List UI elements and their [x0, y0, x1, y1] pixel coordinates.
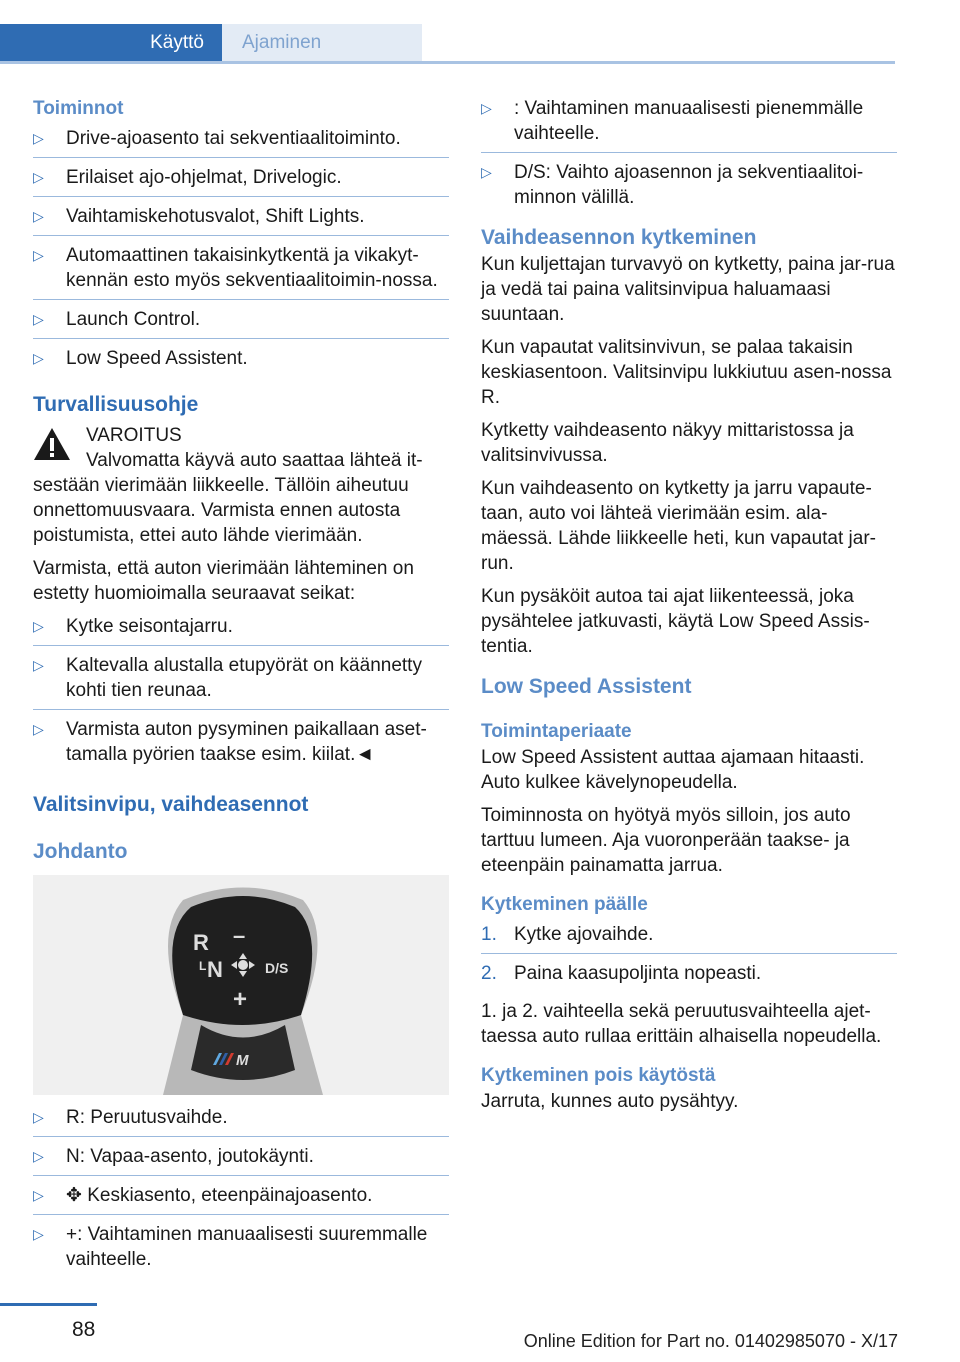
- list-item: ▷ Kytke seisontajarru.: [33, 614, 449, 646]
- list-item: 2. Paina kaasupoljinta nopeasti.: [481, 963, 762, 984]
- paragraph: Jarruta, kunnes auto pysähtyy.: [481, 1091, 739, 1112]
- triangle-bullet-icon: ▷: [481, 164, 492, 180]
- gear-selector-image: [33, 875, 449, 1095]
- paalle-list: [481, 922, 897, 992]
- triangle-bullet-icon: ▷: [33, 1187, 44, 1203]
- paragraph: Low Speed Assistent auttaa ajamaan hitaasti. Auto kulkee kävelynopeudella.: [481, 747, 865, 793]
- heading-kytkeminen-pois: Kytkeminen pois käytöstä: [481, 1065, 716, 1086]
- paragraph: Kytketty vaihdeasento näkyy mittaristossa ja valitsinvivussa.: [481, 420, 854, 466]
- m-logo-text: M: [236, 1052, 249, 1069]
- heading-johdanto: Johdanto: [33, 840, 128, 863]
- warning-title: VAROITUS: [86, 425, 182, 446]
- warning-list: [33, 614, 449, 773]
- triangle-bullet-icon: ▷: [33, 657, 44, 673]
- tab-ajaminen-label: Ajaminen: [242, 32, 322, 53]
- list-item: ▷ R: Peruutusvaihde.: [33, 1105, 449, 1137]
- list-item: ▷ +: Vaihtaminen manuaalisesti suuremmalle vaihteelle.: [33, 1224, 428, 1270]
- header-divider: [0, 61, 895, 64]
- paragraph: Kun vapautat valitsinvivun, se palaa takaisin keskiasentoon. Valitsinvipu lukkiutuu asen-nossa R.: [481, 337, 892, 408]
- knob-label-ds: D/S: [265, 960, 289, 976]
- warning-text-2: Varmista, että auton vierimään lähteminen on estetty huomioimalla seuraavat seikat:: [33, 558, 414, 604]
- list-item: ▷ ✥ Keskiasento, eteenpäinajoasento.: [33, 1183, 449, 1215]
- footer-divider: [0, 1303, 97, 1306]
- triangle-bullet-icon: ▷: [33, 350, 44, 366]
- edition-note: Online Edition for Part no. 01402985070 - X/17: [523, 1331, 898, 1351]
- list-item: ▷ Automaattinen takaisinkytkentä ja vikakyt-kennän esto myös sekventiaalitoimin-nossa.: [33, 243, 449, 300]
- top-list: [481, 96, 897, 216]
- tab-ajaminen[interactable]: [222, 24, 422, 62]
- warning-block: [33, 423, 449, 606]
- list-item: ▷ D/S: Vaihto ajoasennon ja sekventiaalitoi-minnon välillä.: [481, 162, 864, 208]
- triangle-bullet-icon: ▷: [33, 208, 44, 224]
- center-symbol-icon: ✥: [66, 1185, 82, 1206]
- header-tabs: [0, 24, 895, 62]
- knob-label-l: L: [199, 959, 207, 973]
- paragraph: Toiminnosta on hyötyä myös silloin, jos auto tarttuu lumeen. Aja vuoronperään taakse- ja eteenpäin painamatta jarrua.: [481, 805, 851, 876]
- list-item: ▷ : Vaihtaminen manuaalisesti pienemmälle vaihteelle.: [481, 96, 897, 153]
- triangle-bullet-icon: ▷: [33, 311, 44, 327]
- list-item: 1. Kytke ajovaihde.: [481, 922, 897, 954]
- list-item: ▷ Vaihtamiskehotusvalot, Shift Lights.: [33, 204, 449, 236]
- tab-kaytto-label: Käyttö: [150, 32, 204, 53]
- list-item: ▷ Kaltevalla alustalla etupyörät on käännetty kohti tien reunaa.: [33, 653, 449, 710]
- left-column: [33, 96, 449, 1285]
- paragraph: Kun pysäköit autoa tai ajat liikenteessä, joka pysähtelee jatkuvasti, käytä Low Speed Assis-tentia.: [481, 586, 870, 657]
- list-item: ▷ Varmista auton pysyminen paikallaan aset-tamalla pyörien taakse esim. kiilat.◄: [33, 719, 427, 765]
- knob-label-plus: +: [233, 986, 248, 1013]
- paragraph: Kun kuljettajan turvavyö on kytketty, paina jar-rua ja vedä tai paina valitsinvipua haluamaasi suuntaan.: [481, 254, 895, 325]
- list-item: ▷ Drive-ajoasento tai sekventiaalitoiminto.: [33, 126, 449, 158]
- triangle-bullet-icon: ▷: [33, 247, 44, 263]
- heading-low-speed-assistent: Low Speed Assistent: [481, 675, 692, 698]
- heading-toimintaperiaate: Toimintaperiaate: [481, 721, 632, 742]
- heading-kytkeminen-paalle: Kytkeminen päälle: [481, 894, 648, 915]
- heading-toiminnot: Toiminnot: [33, 98, 124, 119]
- triangle-bullet-icon: ▷: [33, 169, 44, 185]
- toiminnot-list: [33, 126, 449, 377]
- list-item: ▷ Low Speed Assistent.: [33, 348, 248, 369]
- list-item: ▷ Erilaiset ajo-ohjelmat, Drivelogic.: [33, 165, 449, 197]
- paragraph: 1. ja 2. vaihteella sekä peruutusvaihteella ajet-taessa auto rullaa erittäin alhaisella nopeudella.: [481, 1001, 882, 1047]
- warning-triangle-icon: [33, 427, 71, 461]
- knob-label-n: N: [207, 957, 223, 982]
- triangle-bullet-icon: ▷: [33, 618, 44, 634]
- list-item: ▷ N: Vapaa-asento, joutokäynti.: [33, 1144, 449, 1176]
- heading-vaihdeasennon-kytkeminen: Vaihdeasennon kytkeminen: [481, 226, 757, 249]
- triangle-bullet-icon: ▷: [33, 1109, 44, 1125]
- warning-text: Valvomatta käyvä auto saattaa lähteä it-sestään vierimään liikkeelle. Tällöin aiheutuu onnettomuusvaara. Varmista ennen autosta poistumista, ettei auto lähde vierimään.: [33, 450, 423, 546]
- triangle-bullet-icon: ▷: [33, 1148, 44, 1164]
- paragraph: Kun vaihdeasento on kytketty ja jarru vapaute-taan, auto voi lähteä vierimään esim. ala-mäessä. Lähde liikkeelle heti, kun vapautat jar-run.: [481, 478, 877, 574]
- knob-label-minus: –: [233, 923, 246, 948]
- johdanto-list: [33, 1105, 449, 1278]
- tab-kaytto[interactable]: [0, 24, 222, 62]
- triangle-bullet-icon: ▷: [33, 721, 44, 737]
- heading-turvallisuusohje: Turvallisuusohje: [33, 393, 199, 416]
- triangle-bullet-icon: ▷: [481, 100, 492, 116]
- right-column: [481, 96, 897, 1122]
- knob-label-r: R: [193, 930, 209, 955]
- triangle-bullet-icon: ▷: [33, 1226, 44, 1242]
- page-number: 88: [72, 1318, 96, 1341]
- heading-valitsinvipu: Valitsinvipu, vaihdeasennot: [33, 793, 309, 816]
- gear-knob-illustration: [33, 875, 449, 1095]
- triangle-bullet-icon: ▷: [33, 130, 44, 146]
- list-item: ▷ Launch Control.: [33, 307, 449, 339]
